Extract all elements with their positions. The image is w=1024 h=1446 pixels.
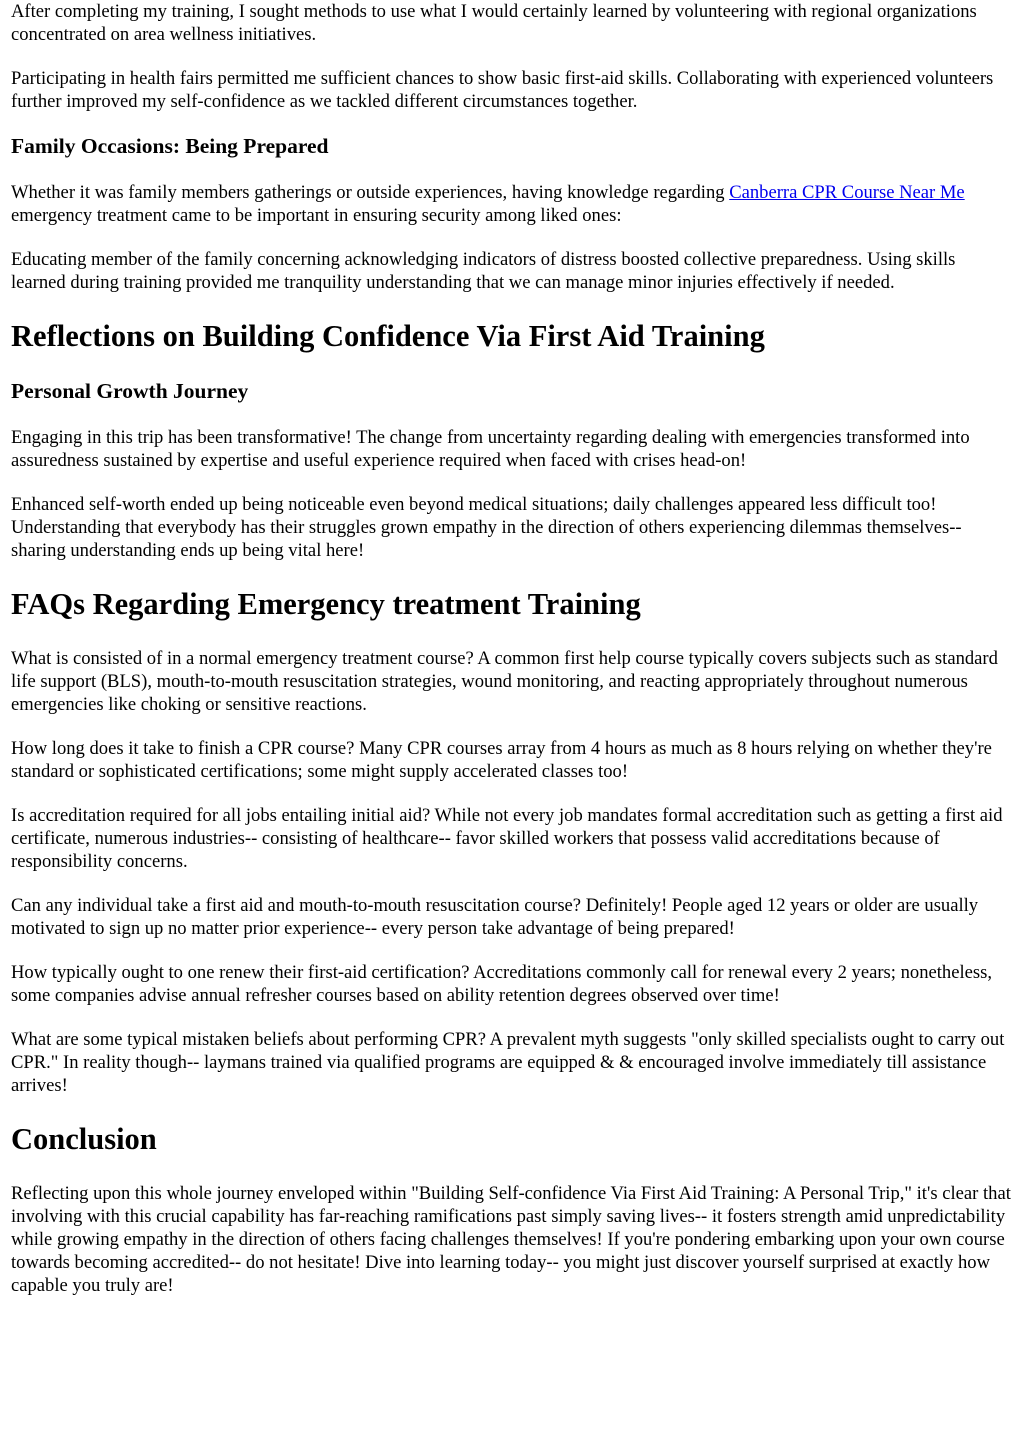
faq-item: Is accreditation required for all jobs entailing initial aid? While not every job mandates formal accreditation such as getting a first aid certificate, numerous industries-- consisting of healthcare-- favor skilled workers that possess valid accreditations because of responsibility concerns. [11, 805, 1003, 872]
family-occasions-heading: Family Occasions: Being Prepared [11, 134, 329, 158]
reflections-heading: Reflections on Building Confidence Via First Aid Training [11, 319, 765, 353]
family-paragraph-1-text-after: emergency treatment came to be important in ensuring security among liked ones: [11, 205, 622, 226]
faq-item: What are some typical mistaken beliefs about performing CPR? A prevalent myth suggests "only skilled specialists ought to carry out CPR." In reality though-- laymans trained via qualified programs are equipped & & encouraged involve immediately till assistance arrives! [11, 1029, 1005, 1096]
faq-item: How typically ought to one renew their first-aid certification? Accreditations commonly call for renewal every 2 years; nonetheless, some companies advise annual refresher courses based on ability retention degrees observed over time! [11, 962, 992, 1006]
family-paragraph-1 [11, 181, 1012, 227]
reflections-paragraph-1: Engaging in this trip has been transformative! The change from uncertainty regarding dealing with emergencies transformed into assuredness sustained by expertise and useful experience required when faced with crises head-on! [11, 427, 970, 471]
conclusion-heading: Conclusion [11, 1122, 157, 1156]
reflections-paragraph-2: Enhanced self-worth ended up being noticeable even beyond medical situations; daily challenges appeared less difficult too! Understanding that everybody has their struggles grown empathy in the direction of others experiencing dilemmas themselves-- sharing understanding ends up being vital here! [11, 494, 962, 561]
family-paragraph-1-text-before: Whether it was family members gatherings or outside experiences, having knowledge regarding [11, 182, 730, 203]
intro-paragraph-2: Participating in health fairs permitted me sufficient chances to show basic first-aid skills. Collaborating with experienced volunteers further improved my self-confidence as we tackled different circumstances together. [11, 68, 994, 112]
conclusion-paragraph: Reflecting upon this whole journey enveloped within "Building Self-confidence Via First Aid Training: A Personal Trip," it's clear that involving with this crucial capability has far-reaching ramifications past simply saving lives-- it fosters strength amid unpredictability while growing empathy in the direction of others facing challenges themselves! If you're pondering embarking upon your own course towards becoming accredited-- do not hesitate! Dive into learning today-- you might just discover yourself surprised at exactly how capable you truly are! [11, 1183, 1011, 1296]
faq-item: How long does it take to finish a CPR course? Many CPR courses array from 4 hours as much as 8 hours relying on whether they're standard or sophisticated certifications; some might supply accelerated classes too! [11, 738, 992, 782]
family-paragraph-2: Educating member of the family concerning acknowledging indicators of distress boosted collective preparedness. Using skills learned during training provided me tranquility understanding that we can manage minor injuries effectively if needed. [11, 249, 956, 293]
article-body [11, 0, 1012, 1297]
faqs-heading: FAQs Regarding Emergency treatment Training [11, 587, 641, 621]
faq-item: What is consisted of in a normal emergency treatment course? A common first help course typically covers subjects such as standard life support (BLS), mouth-to-mouth resuscitation strategies, wound monitoring, and reacting appropriately throughout numerous emergencies like choking or sensitive reactions. [11, 648, 998, 715]
intro-paragraph-1: After completing my training, I sought methods to use what I would certainly learned by volunteering with regional organizations concentrated on area wellness initiatives. [11, 1, 977, 45]
personal-growth-heading: Personal Growth Journey [11, 379, 249, 403]
canberra-cpr-course-link[interactable]: Canberra CPR Course Near Me [729, 182, 965, 203]
faq-item: Can any individual take a first aid and mouth-to-mouth resuscitation course? Definitely! People aged 12 years or older are usually motivated to sign up no matter prior experience-- every person take advantage of being prepared! [11, 895, 979, 939]
